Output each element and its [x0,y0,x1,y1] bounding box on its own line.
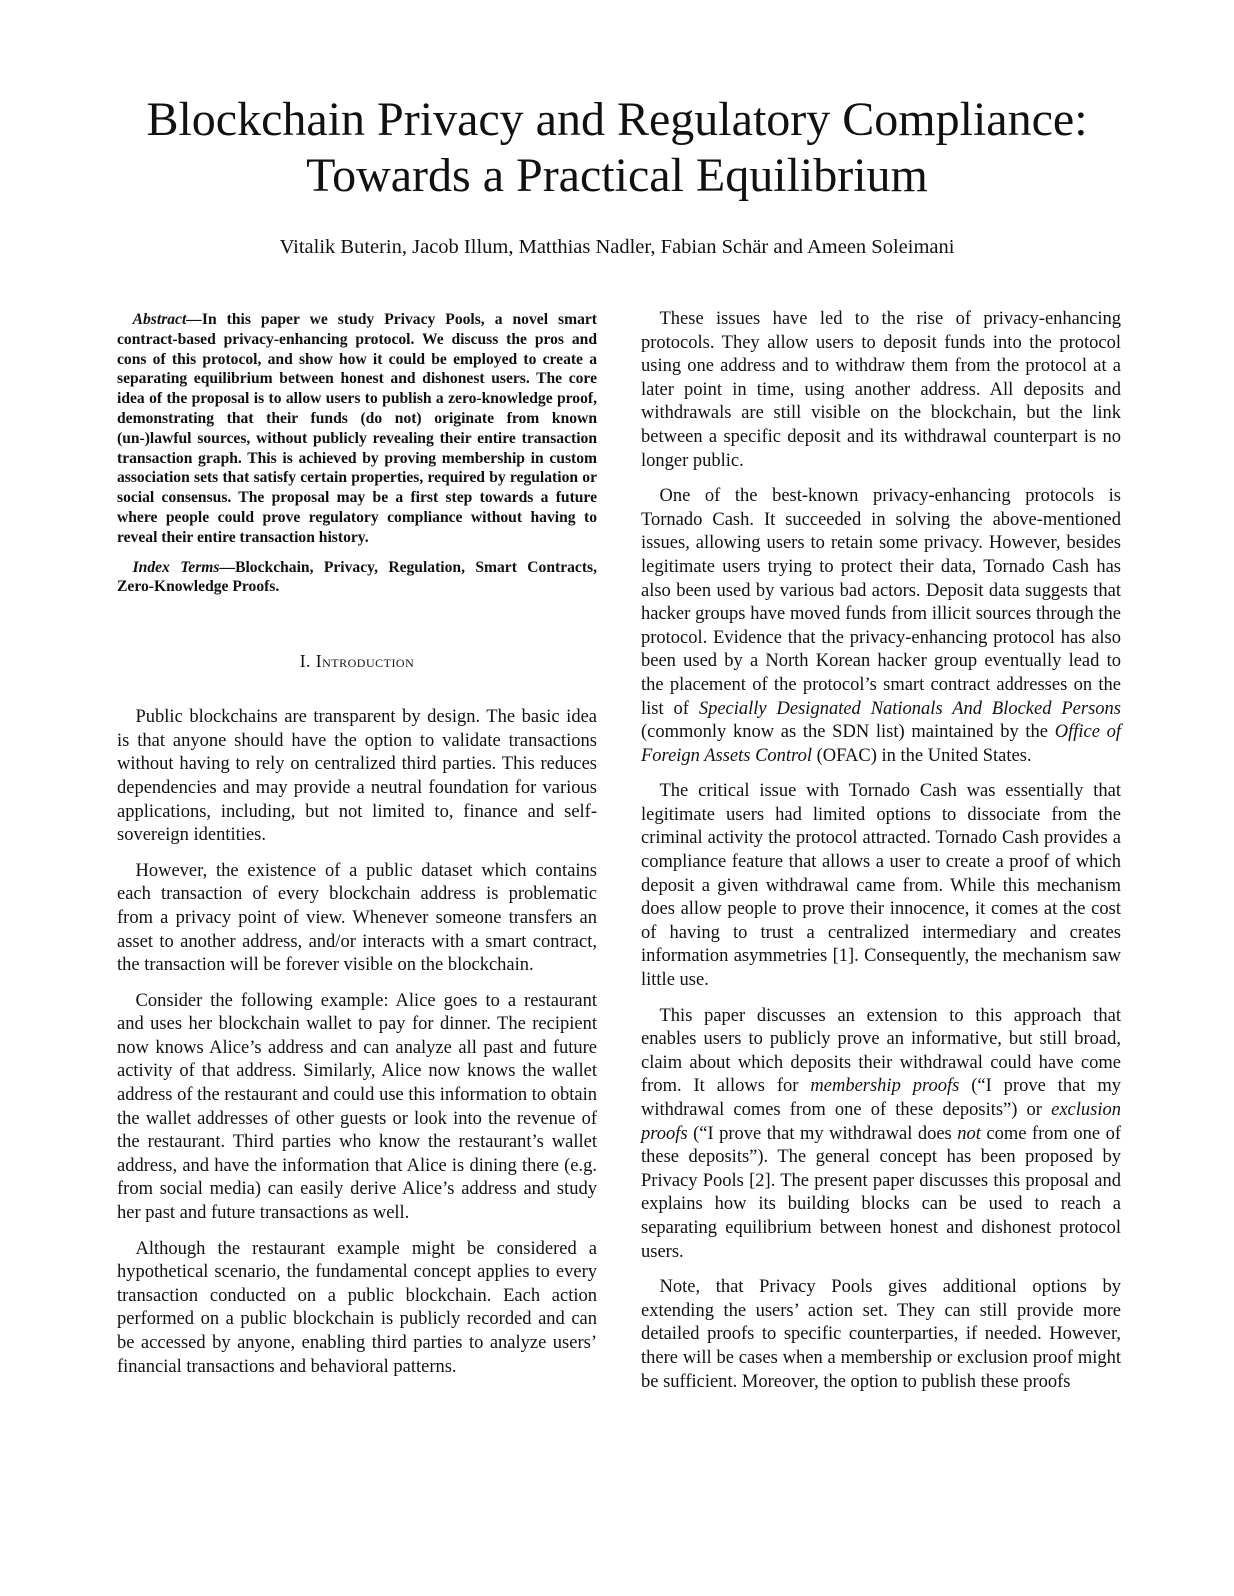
body-paragraph: Note, that Privacy Pools gives additional options by extending the users’ action set. They can still provide more detailed proofs to specific counterparties, if needed. However, there will be cases when a membership or exclusion proof might be sufficient. Moreover, the option to publish these proofs [641,1277,1121,1392]
abstract [117,310,597,548]
body-paragraph: Public blockchains are transparent by design. The basic idea is that anyone should have the option to validate transactions without having to rely on centralized third parties. This reduces dependencies and may provide a neutral foundation for various applications, including, but not limited to, finance and self-sovereign identities. [117,707,597,846]
section-number: I. [299,651,316,672]
body-paragraph: Consider the following example: Alice goes to a restaurant and uses her blockchain wallet to pay for dinner. The recipient now knows Alice’s address and can analyze all past and future activity of that address. Similarly, Alice now knows the wallet address of the restaurant and could use this information to obtain the wallet addresses of other guests or look into the revenue of the restaurant. Third parties who know the restaurant’s wallet address, and have the information that Alice is dining there (e.g. from social media) can easily derive Alice’s address and study her past and future transactions as well. [117,990,597,1224]
left-column [117,310,597,1391]
text-run: (“I prove that my withdrawal comes from one of these deposits”) or [641,1076,1121,1120]
section-title: Introduction [315,651,415,672]
body-paragraph [641,1005,1121,1265]
body-paragraph: These issues have led to the rise of privacy-enhancing protocols. They allow users to deposit funds into the protocol using one address and to withdraw them from the protocol at a later point in time, using another address. All deposits and withdrawals are still visible on the blockchain, but the link between a specific deposit and its withdrawal counterpart is no longer public. [641,309,1121,471]
paper-title-line-1: Blockchain Privacy and Regulatory Compliance: [146,93,1088,146]
body-paragraph: The critical issue with Tornado Cash was essentially that legitimate users had limited options to dissociate from the criminal activity the protocol attracted. Tornado Cash provides a compliance feature that allows a user to create a proof of which deposit a given withdrawal came from. While this mechanism does allow people to prove their innocence, it comes at the cost of having to trust a centralized intermediary and creates information asymmetries [1]. Consequently, the mechanism saw little use. [641,781,1121,991]
emphasis-exclusion-proofs: exclusion proofs [641,1100,1121,1144]
text-run: come from one of these deposits”). The general concept has been proposed by Privacy Pools [2]. The present paper discusses this proposal and explains how its building blocks can be used to reach a separating equilibrium between honest and dishonest protocol users. [641,1123,1121,1262]
abstract-label: Abstract— [132,311,202,328]
body-paragraph [641,485,1121,768]
paper-title [60,92,1174,204]
body-paragraph: Although the restaurant example might be considered a hypothetical scenario, the fundamental concept applies to every transaction conducted on a public blockchain. Each action performed on a public blockchain is publicly recorded and can be accessed by anyone, enabling third parties to analyze users’ financial transactions and behavioral patterns. [117,1238,597,1377]
abstract-text: In this paper we study Privacy Pools, a novel smart contract-based privacy-enhancing protocol. We discuss the pros and cons of this protocol, and show how it could be employed to create a separating equilibrium between honest and dishonest users. The core idea of the proposal is to allow users to publish a zero-knowledge proof, demonstrating that their funds (do not) originate from known (un-)lawful sources, without publicly revealing their entire transaction transaction graph. This is achieved by proving membership in custom association sets that satisfy certain properties, required by regulation or social consensus. The proposal may be a first step towards a future where people could prove regulatory compliance without having to reveal their entire transaction history. [117,311,597,546]
paper-title-line-2: Towards a Practical Equilibrium [306,149,928,202]
emphasis-membership-proofs: membership proofs [810,1076,960,1097]
section-heading-introduction [117,651,597,672]
text-run: (“I prove that my withdrawal does [687,1123,958,1144]
text-run: (commonly know as the SDN list) maintained by the [641,722,1055,743]
text-run: This paper discusses an extension to this approach that enables users to publicly prove an informative, but still broad, claim about which deposits their withdrawal could have come from. It allows for [641,1005,1121,1097]
index-terms-label: Index Terms— [132,558,236,576]
index-terms-text: Blockchain, Privacy, Regulation, Smart Contracts, Zero-Knowledge Proofs. [117,558,597,596]
author-list: Vitalik Buterin, Jacob Illum, Matthias Nadler, Fabian Schär and Ameen Soleimani [279,236,955,258]
index-terms [117,558,597,598]
emphasis-ofac: Office of Foreign Assets Control [641,722,1122,766]
body-paragraph: However, the existence of a public dataset which contains each transaction of every blockchain address is problematic from a privacy point of view. Whenever someone transfers an asset to another address, and/or interacts with a smart contract, the transaction will be forever visible on the blockchain. [117,860,597,976]
text-run: (OFAC) in the United States. [811,745,1032,766]
text-run: One of the best-known privacy-enhancing protocols is Tornado Cash. It succeeded in solving the above-mentioned issues, allowing users to retain some privacy. However, besides legitimate users trying to protect their data, Tornado Cash has also been used by various bad actors. Deposit data suggests that hacker groups have moved funds from illicit sources through the protocol. Evidence that the privacy-enhancing protocol has also been used by a North Korean hacker group eventually lead to the placement of the protocol’s smart contract addresses on the list of [641,486,1121,719]
emphasis-not: not [957,1123,981,1144]
emphasis-sdn-list: Specially Designated Nationals And Blocked Persons [698,698,1121,719]
right-column [641,308,1121,1406]
